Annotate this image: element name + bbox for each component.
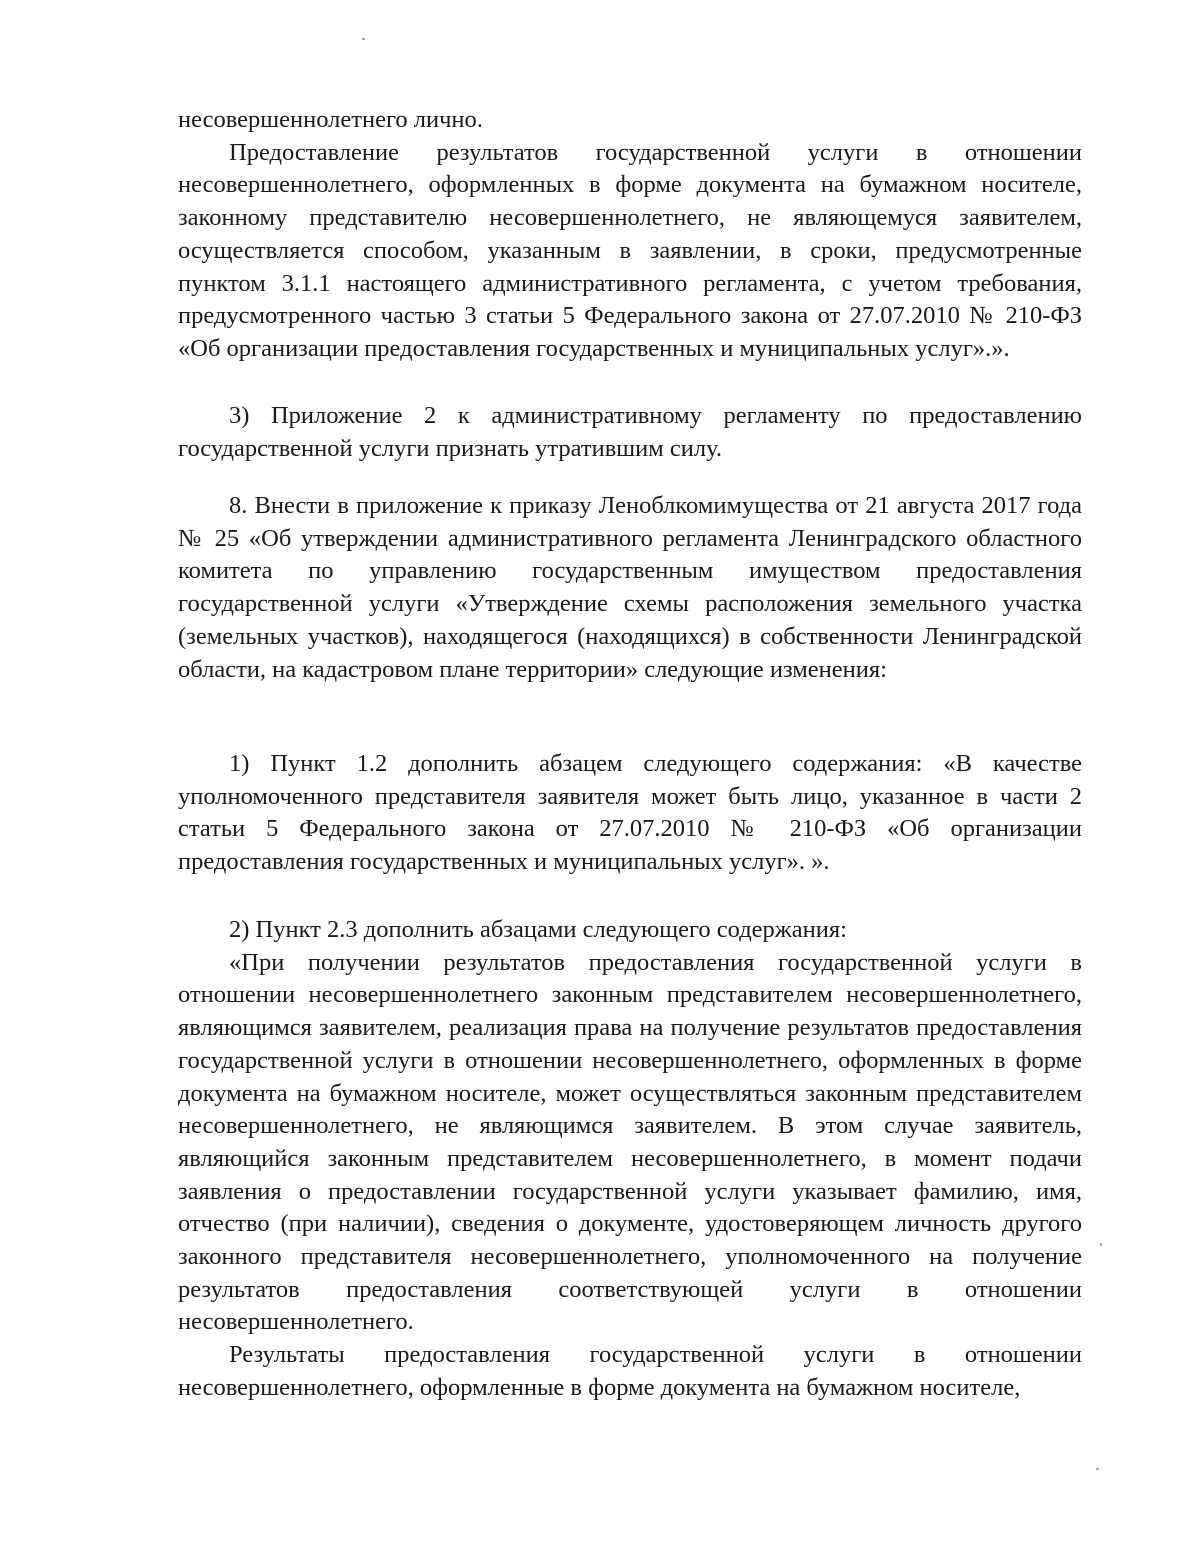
paragraph: «При получении результатов предоставления государственной услуги в отношении несовершеннолетнего законным представителем несовершеннолетнего, являющимся заявителем, реализация права на получение результатов предоставления государственной услуги в отношении несовершеннолетнего, оформленных в форме документа на бумажном носителе, может осуществляться законным представителем несовершеннолетнего, не являющимся заявителем. В этом случае заявитель, являющийся законным представителем несовершеннолетнего, в момент подачи заявления о предоставлении государственной услуги указывает фамилию, имя, отчество (при наличии), сведения о документе, удостоверяющем личность другого законного представителя несовершеннолетнего, уполномоченного на получение результатов предоставления соответствующей услуги в отношении несовершеннолетнего. [178,948,1082,1336]
paragraph: 3) Приложение 2 к административному регламенту по предоставлению государственной услуги признать утратившим силу. [178,402,1082,462]
scan-speck [362,38,365,40]
scan-speck [1100,1243,1102,1246]
paragraph: 8. Внести в приложение к приказу Леноблкомимущества от 21 августа 2017 года № 25 «Об утверждении административного регламента Ленинградского областного комитета по управлению государственным имуществом предоставления государственной услуги «Утверждение схемы расположения земельного участка (земельных участков), находящегося (находящихся) в собственности Ленинградской области, на кадастровом плане территории» следующие изменения: [178,492,1082,683]
paragraph: 2) Пункт 2.3 дополнить абзацами следующего содержания: [229,916,847,943]
paragraph-block-5 [178,914,1082,1405]
paragraph-block-4 [178,748,1082,879]
scan-speck [1096,1468,1099,1470]
paragraph-block-2 [178,400,1082,465]
paragraph: Предоставление результатов государственной услуги в отношении несовершеннолетнего, оформленных в форме документа на бумажном носителе, законному представителю несовершеннолетнего, не являющемуся заявителем, осуществляется способом, указанным в заявлении, в сроки, предусмотренные пунктом 3.1.1 настоящего административного регламента, с учетом требования, предусмотренного частью 3 статьи 5 Федерального закона от 27.07.2010 № 210-ФЗ «Об организации предоставления государственных и муниципальных услуг».». [178,138,1082,362]
paragraph-block-3 [178,490,1082,686]
paragraph: Результаты предоставления государственной услуги в отношении несовершеннолетнего, оформленные в форме документа на бумажном носителе, [178,1341,1082,1401]
paragraph: несовершеннолетнего лично. [178,106,483,133]
paragraph-block-1 [178,104,1082,366]
paragraph: 1) Пункт 1.2 дополнить абзацем следующего содержания: «В качестве уполномоченного представителя заявителя может быть лицо, указанное в части 2 статьи 5 Федерального закона от 27.07.2010 № 210-ФЗ «Об организации предоставления государственных и муниципальных услуг». ». [178,750,1082,876]
